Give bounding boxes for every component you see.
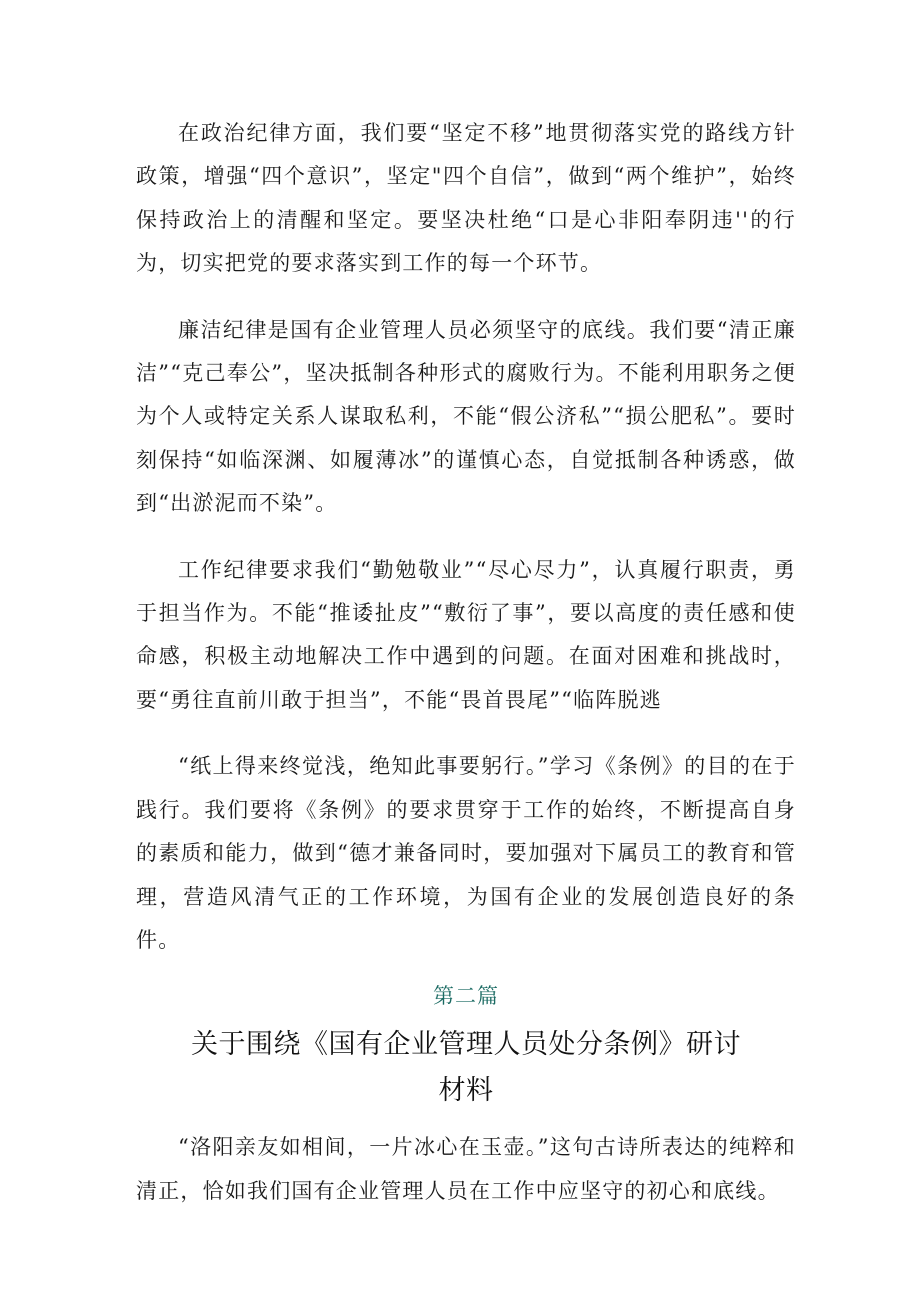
title-line-2: 材料 [438,1075,494,1107]
title-line-1: 关于围绕《国有企业管理人员处分条例》研讨 [191,1029,741,1061]
paragraph-practice: “纸上得来终觉浅，绝知此事要躬行。”学习《条例》的目的在于践行。我们要将《条例》的要求贯穿于工作的始终，不断提高自身的素质和能力，做到“德才兼备同时，要加强对下属员工的教育和管理，营造风清气正的工作环境，为国有企业的发展创造良好的条件。 [136,754,796,952]
paragraph-political-discipline: 在政治纪律方面，我们要“坚定不移”地贯彻落实党的路线方针政策，增强“四个意识”，坚定"四个自信”，做到“两个维护”，始终保持政治上的清醒和坚定。要坚决杜绝“口是心非阳奉阴违''的行为，切实把党的要求落实到工作的每一个环节。 [136,121,796,276]
document-title [136,1022,796,1114]
section-label: 第二篇 [433,984,499,1009]
document-page [136,112,796,1213]
paragraph-work-discipline: 工作纪律要求我们“勤勉敬业”“尽心尽力”，认真履行职责，勇于担当作为。不能“推诿扯皮”“敷衍了事”，要以高度的责任感和使命感，积极主动地解决工作中遇到的问题。在面对困难和挑战时，要“勇往直前川敢于担当”，不能“畏首畏尾”“临阵脱逃 [136,557,796,712]
paragraph-opening-poem: “洛阳亲友如相间，一片冰心在玉壶。”这句古诗所表达的纯粹和清正，恰如我们国有企业管理人员在工作中应坚守的初心和底线。 [136,1135,796,1203]
paragraph-integrity-discipline: 廉洁纪律是国有企业管理人员必须坚守的底线。我们要“清正廉洁”“克己奉公”，坚决抵制各种形式的腐败行为。不能利用职务之便为个人或特定关系人谋取私利，不能“假公济私”“损公肥私”。要时刻保持“如临深渊、如履薄冰”的谨慎心态，自觉抵制各种诱惑，做到“出淤泥而不染”。 [136,317,796,516]
